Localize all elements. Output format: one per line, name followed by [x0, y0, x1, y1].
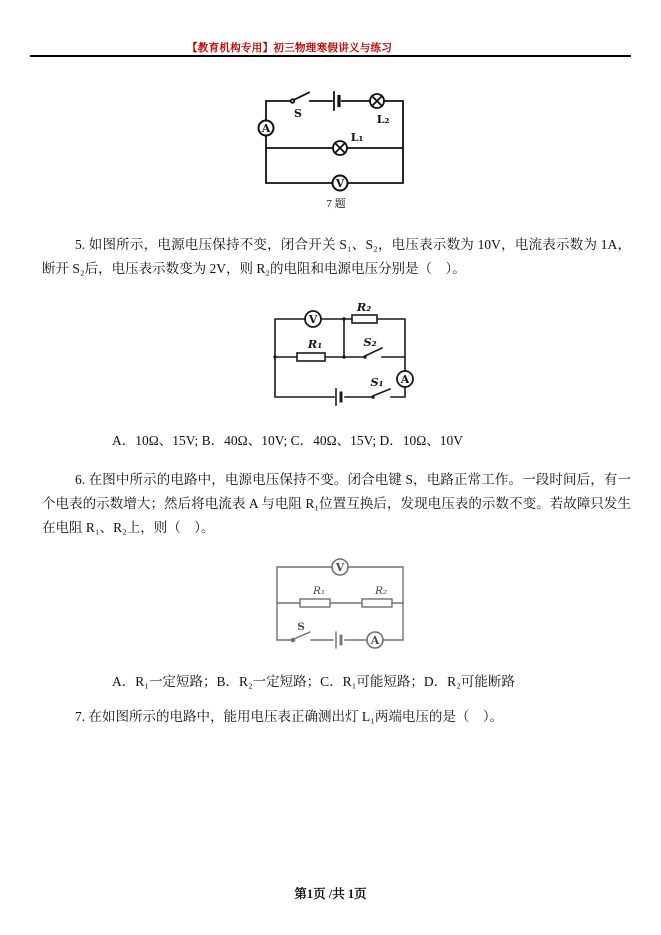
switch-icon	[291, 632, 310, 642]
figure-q7-circuit	[246, 88, 416, 213]
battery-icon	[336, 389, 341, 405]
circuit-wires	[275, 319, 405, 397]
resistor-r2-icon	[352, 315, 377, 323]
ammeter-letter: A	[370, 634, 380, 647]
resistor-r2-label: R₂	[356, 302, 372, 314]
resistor-r1-label: R₁	[312, 585, 326, 597]
lamp-l1-label: L₁	[350, 131, 364, 144]
lamp-l2-label: L₂	[376, 113, 390, 126]
voltmeter-letter: V	[335, 561, 345, 574]
header-divider	[30, 55, 631, 57]
question-6-options: A．R₁一定短路；B．R₂一定短路；C．R₁可能短路；D．R₂可能断路	[112, 674, 515, 689]
battery-icon	[334, 92, 339, 110]
switch-s1-icon	[374, 389, 390, 396]
question-5-text: 5. 如图所示，电源电压保持不变，闭合开关 S₁、S₂，电压表示数为 10V，电流表示数为 1A，断开 S₂后，电压表示数变为 2V，则 R₂的电阻和电源电压分别是（ ）。	[42, 237, 631, 276]
voltmeter-letter: V	[308, 313, 318, 326]
resistor-r1-icon	[300, 599, 330, 607]
battery-icon	[336, 632, 341, 648]
figure-caption: 7 题	[326, 198, 346, 210]
switch-label: S	[297, 621, 305, 633]
switch-s2-label: S₂	[363, 335, 377, 349]
lamp-l1-icon	[333, 141, 347, 155]
switch-icon	[291, 93, 309, 103]
resistor-r1-label: R₁	[307, 337, 323, 351]
ammeter-letter: A	[261, 122, 271, 135]
resistor-r2-label: R₂	[374, 585, 388, 597]
circuit-wires	[277, 567, 403, 640]
figure-q5-circuit	[258, 302, 418, 414]
switch-label: S	[294, 107, 302, 120]
resistor-r1-icon	[297, 353, 325, 361]
resistor-r2-icon	[362, 599, 392, 607]
ammeter-letter: A	[400, 373, 410, 386]
question-5-options: A．10Ω、15V; B．40Ω、10V; C．40Ω、15V; D．10Ω、10V	[112, 433, 464, 448]
figure-q6-circuit	[260, 553, 415, 658]
page-number: 第1页 /共 1页	[294, 887, 367, 901]
lamp-l2-icon	[370, 94, 384, 108]
switch-s1-label: S₁	[370, 375, 384, 389]
switch-s2-icon	[366, 348, 382, 356]
question-7-text: 7. 在如图所示的电路中，能用电压表正确测出灯 L₁两端电压的是（ ）。	[75, 709, 504, 724]
doc-header-title: 【教育机构专用】初三物理寒假讲义与练习	[187, 43, 393, 54]
voltmeter-letter: V	[335, 177, 345, 190]
question-6-text: 6. 在图中所示的电路中，电源电压保持不变。闭合电键 S，电路正常工作。一段时间后，有一个电表的示数增大；然后将电流表 A 与电阻 R₁位置互换后，发现电压表的示数不变。若故障只发生在电阻 R₁、R₂上，则（ ）。	[42, 472, 631, 535]
